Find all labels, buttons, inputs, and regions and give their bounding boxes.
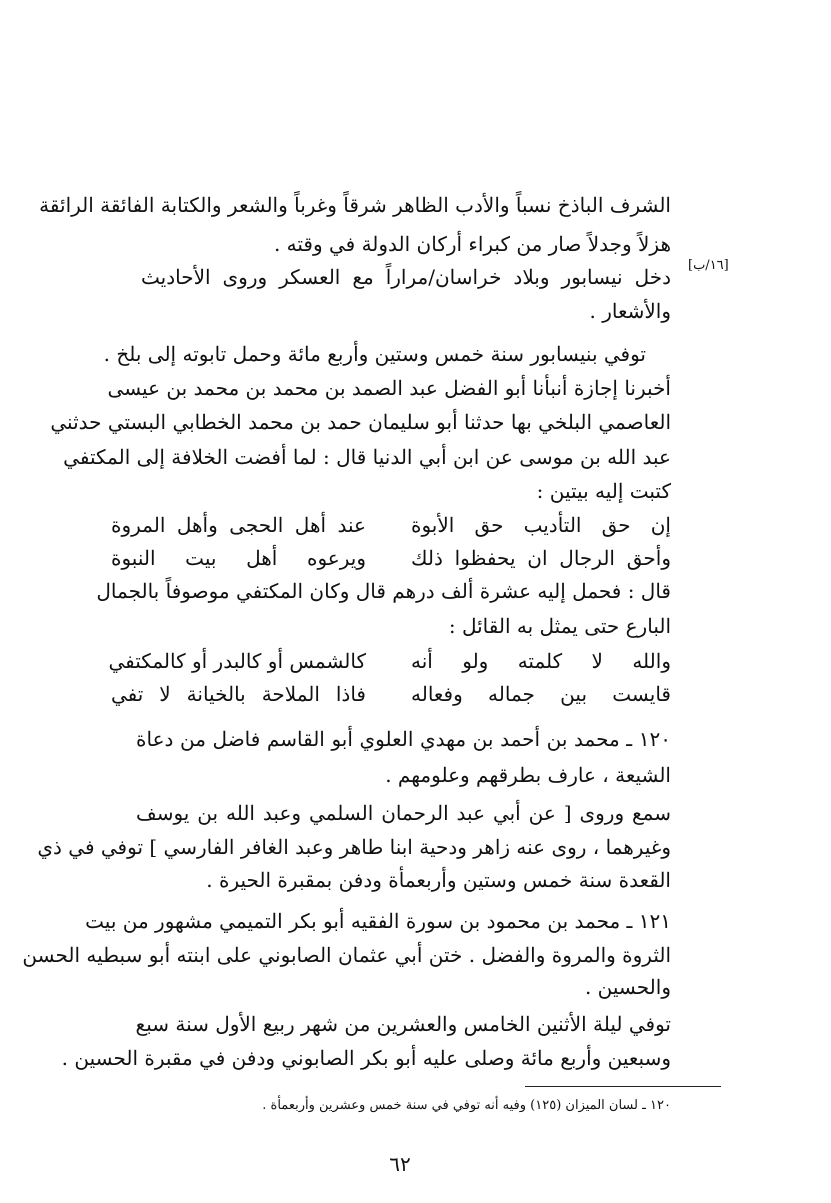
text-line: عبد الله بن موسى عن ابن أبي الدنيا قال : لما أفضت الخلافة إلى المكتفي xyxy=(63,445,671,469)
page-number: ٦٢ xyxy=(389,1152,411,1176)
text-line: وسبعين وأربع مائة وصلى عليه أبو بكر الصابوني ودفن في مقبرة الحسين . xyxy=(61,1046,671,1070)
text-line: والأشعار . xyxy=(589,299,671,323)
verse-second-hemistich: فاذا الملاحة بالخيانة لا تفي xyxy=(111,682,366,706)
footnote-separator xyxy=(525,1086,721,1087)
text-line: وغيرهما ، روى عنه زاهر ودحية ابنا طاهر وعبد الغافر الفارسي ] توفي في ذي xyxy=(37,835,671,859)
text-line: الشيعة ، عارف بطرقهم وعلومهم . xyxy=(385,763,671,787)
entry-heading-line: ١٢١ ـ محمد بن محمود بن سورة الفقيه أبو بكر التميمي مشهور من بيت xyxy=(85,909,671,933)
text-line: الشرف الباذخ نسباً والأدب الظاهر شرقاً وغرباً والشعر والكتابة الفائقة الرائقة xyxy=(39,193,671,217)
text-line: توفي بنيسابور سنة خمس وستين وأربع مائة وحمل تابوته إلى بلخ . xyxy=(103,342,646,366)
verse-second-hemistich: كالشمس أو كالبدر أو كالمكتفي xyxy=(108,649,366,673)
margin-folio-note: [١٦/ب] xyxy=(688,258,729,273)
text-line: توفي ليلة الأثنين الخامس والعشرين من شهر ربيع الأول سنة سبع xyxy=(135,1012,671,1036)
verse-second-hemistich: عند أهل الحجى وأهل المروة xyxy=(111,513,366,537)
verse-first-hemistich: قايست بين جماله وفعاله xyxy=(411,682,671,706)
entry-heading-line: ١٢٠ ـ محمد بن أحمد بن مهدي العلوي أبو القاسم فاضل من دعاة xyxy=(136,727,671,751)
text-line: هزلاً وجدلاً صار من كبراء أركان الدولة في وقته . xyxy=(273,232,671,256)
text-line: قال : فحمل إليه عشرة ألف درهم قال وكان المكتفي موصوفاً بالجمال xyxy=(96,579,671,603)
text-line: والحسين . xyxy=(584,975,671,999)
text-line: كتبت إليه بيتين : xyxy=(536,479,671,503)
verse-second-hemistich: ويرعوه أهل بيت النبوة xyxy=(111,546,366,570)
footnote: ١٢٠ ـ لسان الميزان (١٢٥) وفيه أنه توفي في سنة خمس وعشرين وأربعمأة . xyxy=(262,1098,671,1113)
text-line: الثروة والمروة والفضل . ختن أبي عثمان الصابوني على ابنته أبو سبطيه الحسن xyxy=(22,943,671,967)
text-line: البارع حتى يمثل به القائل : xyxy=(448,614,671,638)
text-line: القعدة سنة خمس وستين وأربعمأة ودفن بمقبرة الحيرة . xyxy=(206,868,671,892)
text-line: سمع وروى [ عن أبي عبد الرحمان السلمي وعبد الله بن يوسف xyxy=(136,801,671,825)
verse-first-hemistich: والله لا كلمته ولو أنه xyxy=(411,649,671,673)
text-line: دخل نيسابور وبلاد خراسان/مراراً مع العسكر وروى الأحاديث xyxy=(141,265,671,289)
text-line: العاصمي البلخي بها حدثنا أبو سليمان حمد بن محمد الخطابي البستي حدثني xyxy=(50,410,671,434)
text-line: أخبرنا إجازة أنبأنا أبو الفضل عبد الصمد بن محمد بن محمد بن عيسى xyxy=(107,376,671,400)
verse-first-hemistich: إن حق التأديب حق الأبوة xyxy=(411,513,671,537)
verse-first-hemistich: وأحق الرجال ان يحفظوا ذلك xyxy=(411,546,671,570)
